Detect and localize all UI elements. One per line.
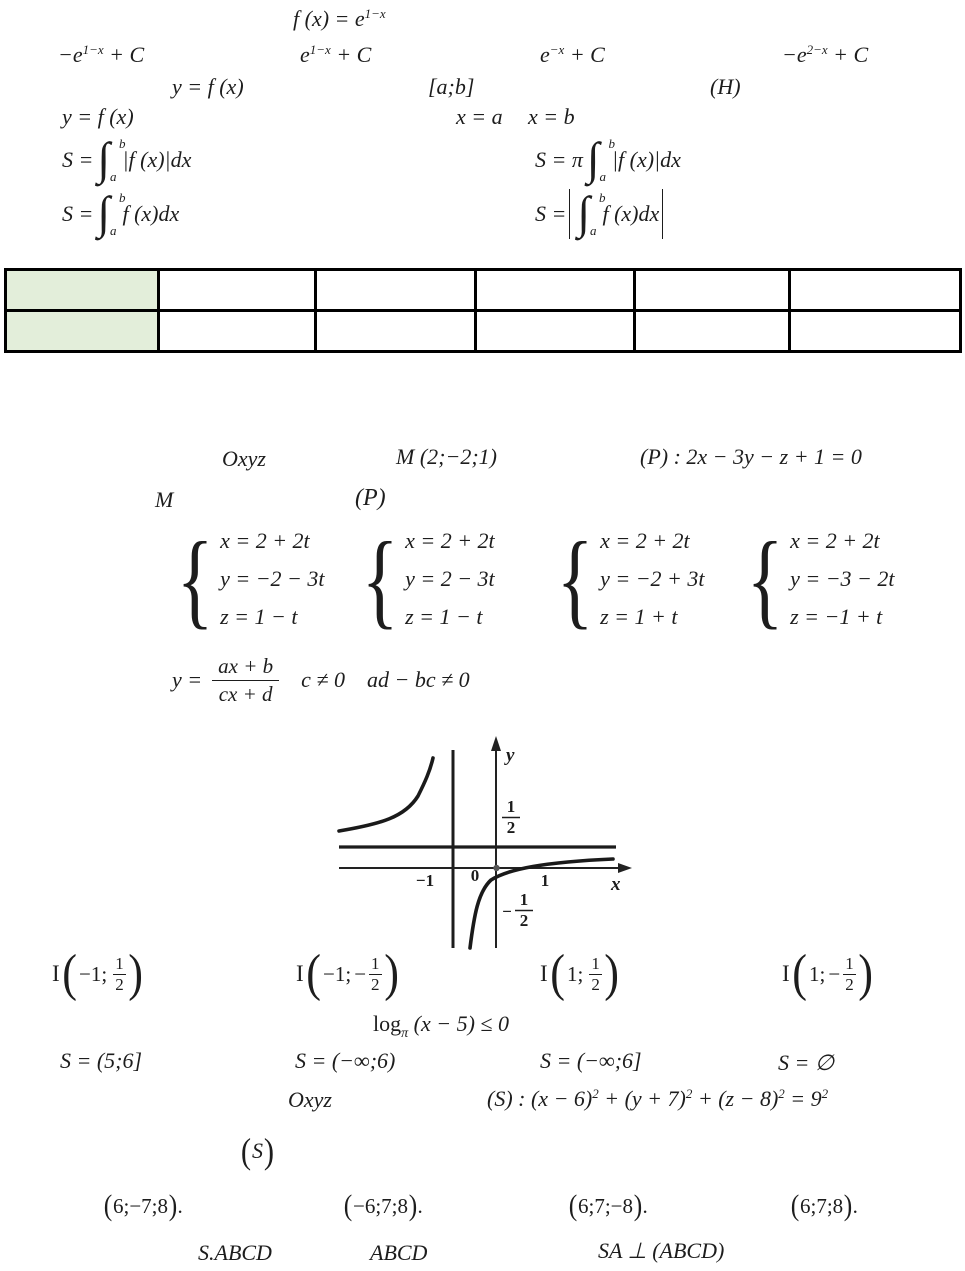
tick-1: 1	[540, 871, 550, 890]
formula-text: e	[300, 42, 310, 67]
cases-brace: {	[176, 518, 214, 639]
equation-line: z = −1 + t	[790, 604, 883, 629]
half-label-num: 1	[506, 797, 516, 816]
equation-line: x = 2 + 2t	[220, 528, 310, 553]
open-paren: (	[103, 1189, 113, 1222]
table-cell-header	[6, 270, 159, 311]
formula-text: S =	[535, 201, 567, 226]
denominator: 2	[115, 974, 124, 994]
formula-text: S =	[62, 201, 94, 226]
cases-lines	[220, 522, 324, 636]
table-cell	[476, 311, 635, 352]
formula-text: |f (x)|dx	[122, 147, 192, 172]
close-paren: )	[263, 1131, 275, 1171]
coordinate-text: −1;	[323, 961, 352, 986]
open-paren: (	[305, 945, 321, 1002]
neg-half-num: 1	[519, 890, 529, 909]
abs-bar	[662, 189, 663, 239]
formula-perpendicular: SA ⊥ (ABCD)	[598, 1238, 725, 1263]
denominator: 2	[845, 974, 854, 994]
lower-bound: a	[599, 169, 606, 184]
condition-ad-bc: ad − bc ≠ 0	[366, 667, 470, 692]
period: .	[853, 1193, 859, 1218]
open-paren: (	[240, 1131, 252, 1171]
close-paren: )	[633, 1189, 643, 1222]
coordinate-pair	[322, 954, 383, 993]
period: .	[418, 1193, 424, 1218]
fraction	[212, 653, 279, 707]
cases-brace: {	[361, 518, 399, 639]
formula-text: + C	[827, 42, 869, 67]
coordinate-text: 6;−7;8	[113, 1193, 169, 1218]
option-label: I	[782, 961, 790, 986]
coordinate-text: 1;	[809, 961, 826, 986]
table-cell-header	[6, 311, 159, 352]
formula-text: S = π	[535, 147, 583, 172]
coordinate-text: 6;7;8	[800, 1193, 844, 1218]
x-axis-label: x	[611, 874, 621, 895]
formula-text: + (y + 7)	[598, 1086, 686, 1111]
open-paren: (	[549, 945, 565, 1002]
formula-text: + C	[103, 42, 145, 67]
coordinate-text: −1;	[79, 961, 108, 986]
equation-line: y = −2 − 3t	[220, 566, 325, 591]
log-function: log	[373, 1011, 402, 1036]
neg-half-den: 2	[519, 911, 529, 930]
coordinate-pair	[78, 954, 127, 993]
option-center-b	[296, 946, 400, 1002]
option-center-a	[52, 946, 144, 1002]
equation-line: y = −2 + 3t	[600, 566, 705, 591]
integral-sign: ∫	[586, 133, 600, 185]
x-axis-arrow	[618, 863, 632, 873]
option-parametric-d	[742, 518, 895, 639]
integral-bounds	[109, 136, 126, 184]
integral-bounds	[599, 136, 615, 184]
formula-text: −e	[782, 42, 807, 67]
coordinate-text: 1;	[567, 961, 584, 986]
formula-pyramid: S.ABCD	[198, 1240, 272, 1265]
option-center-d	[782, 946, 874, 1002]
equation-line: y = 2 − 3t	[405, 566, 495, 591]
coordinate-text: −6;7;8	[353, 1193, 409, 1218]
table-cell	[790, 270, 961, 311]
formula-space-oxyz-2: Oxyz	[288, 1087, 332, 1112]
formula-x-equals-a: x = a	[456, 104, 503, 129]
cases-brace: {	[556, 518, 594, 639]
numerator: 1	[115, 954, 124, 974]
period: .	[643, 1193, 649, 1218]
option-label: I	[296, 961, 304, 986]
superscript: 1−x	[82, 42, 104, 57]
fraction	[589, 954, 602, 993]
option-parametric-b	[357, 518, 495, 639]
table-cell	[476, 270, 635, 311]
table-cell	[316, 270, 476, 311]
option-solution-c: S = (−∞;6]	[540, 1048, 642, 1073]
formula-text: = 9	[784, 1086, 822, 1111]
upper-bound: b	[598, 190, 606, 205]
option-antiderivative-d	[782, 42, 868, 68]
formula-region-h: (H)	[710, 74, 741, 99]
option-center-c	[540, 946, 620, 1002]
option-sphere-center-a	[103, 1188, 183, 1224]
close-paren: )	[408, 1189, 418, 1222]
formula-plane-p: (P) : 2x − 3y − z + 1 = 0	[640, 444, 862, 469]
superscript: 2−x	[806, 42, 828, 57]
formula-curve-2: y = f (x)	[62, 104, 134, 129]
open-paren: (	[61, 945, 77, 1002]
formula-log-inequality	[373, 1011, 509, 1043]
formula-text: y =	[172, 667, 203, 692]
open-paren: (	[791, 945, 807, 1002]
function-graph	[333, 728, 643, 950]
answer-table	[4, 268, 962, 353]
denominator: 2	[591, 974, 600, 994]
table-cell	[790, 311, 961, 352]
condition-c: c ≠ 0	[301, 667, 345, 692]
superscript: 1−x	[364, 6, 386, 21]
table-row	[6, 311, 961, 352]
superscript: 2	[821, 1086, 829, 1101]
option-parametric-a	[172, 518, 325, 639]
formula-plain-integral	[62, 187, 180, 239]
formula-pi-integral	[535, 133, 681, 185]
equation-line: x = 2 + 2t	[405, 528, 495, 553]
coordinate-pair	[566, 954, 603, 993]
superscript: −x	[549, 42, 565, 57]
formula-text: + (z − 8)	[692, 1086, 779, 1111]
half-label-den: 2	[506, 818, 516, 837]
close-paren: )	[857, 945, 873, 1002]
cases-lines	[405, 522, 495, 636]
option-solution-d: S = ∅	[778, 1050, 835, 1075]
formula-text: (S) :	[487, 1086, 531, 1111]
y-axis-arrow	[491, 736, 501, 751]
open-paren: (	[790, 1189, 800, 1222]
close-paren: )	[383, 945, 399, 1002]
formula-curve: y = f (x)	[172, 74, 244, 99]
table-cell	[159, 270, 316, 311]
option-sphere-center-d	[790, 1188, 858, 1224]
superscript: 2	[778, 1086, 785, 1101]
formula-text: −e	[58, 42, 83, 67]
integral-sign: ∫	[577, 187, 590, 239]
superscript: 1−x	[309, 42, 331, 57]
formula-base: ABCD	[370, 1240, 428, 1265]
integral-sign: ∫	[97, 187, 110, 239]
equation-line: z = 1 − t	[405, 604, 483, 629]
log-base: π	[401, 1026, 409, 1041]
formula-sphere-equation	[487, 1086, 828, 1112]
sphere-letter: S	[252, 1138, 263, 1163]
formula-text: f (x) = e	[293, 6, 365, 31]
numerator: 1	[371, 954, 380, 974]
formula-abs-of-integral	[535, 187, 666, 239]
equation-line: y = −3 − 2t	[790, 566, 895, 591]
option-label: I	[540, 961, 548, 986]
formula-rational-function	[172, 650, 470, 710]
fraction	[113, 954, 126, 993]
table-cell	[159, 311, 316, 352]
table-cell	[635, 270, 790, 311]
option-sphere-center-b	[343, 1188, 423, 1224]
table-row	[6, 270, 961, 311]
upper-bound: b	[608, 136, 615, 151]
curve-left-branch	[339, 758, 433, 831]
tick-neg1: −1	[415, 871, 435, 890]
formula-text: + C	[564, 42, 605, 67]
formula-interval: [a;b]	[428, 74, 475, 99]
formula-sphere-ref	[240, 1130, 275, 1172]
lower-bound: a	[109, 169, 117, 184]
formula-text: f (x)dx	[122, 201, 180, 226]
option-antiderivative-b	[300, 42, 371, 68]
close-paren: )	[843, 1189, 853, 1222]
option-parametric-c	[552, 518, 705, 639]
option-label: I	[52, 961, 60, 986]
close-paren: )	[127, 945, 143, 1002]
period: .	[178, 1193, 184, 1218]
formula-x-equals-b: x = b	[528, 104, 575, 129]
formula-text: + C	[330, 42, 372, 67]
cases-lines	[790, 522, 894, 636]
abs-bar	[569, 189, 570, 239]
coordinate-text: 6;7;−8	[578, 1193, 634, 1218]
table-cell	[635, 311, 790, 352]
formula-text: S =	[62, 147, 94, 172]
denominator: cx + d	[218, 681, 273, 706]
integral-bounds	[589, 190, 606, 238]
tick-0: 0	[470, 866, 480, 885]
formula-space-oxyz: Oxyz	[222, 446, 266, 471]
option-solution-a: S = (5;6]	[60, 1048, 143, 1073]
fraction-minus: −	[828, 961, 841, 986]
formula-text: (x − 6)	[530, 1086, 593, 1111]
integral-bounds	[109, 190, 126, 238]
option-antiderivative-a	[58, 42, 144, 68]
superscript: 2	[685, 1086, 693, 1101]
formula-text: f (x)dx	[602, 201, 660, 226]
lower-bound: a	[589, 223, 597, 238]
equation-line: x = 2 + 2t	[790, 528, 880, 553]
fraction-minus: −	[354, 961, 367, 986]
numerator: 1	[591, 954, 600, 974]
formula-area-abs-integral	[62, 133, 192, 185]
lower-bound: a	[109, 223, 117, 238]
formula-p-ref: (P)	[355, 485, 386, 511]
formula-text: e	[540, 42, 550, 67]
formula-point-m: M (2;−2;1)	[396, 444, 497, 469]
formula-fx	[293, 6, 386, 32]
neg-half-minus: −	[502, 902, 512, 921]
cases-lines	[600, 522, 704, 636]
formula-text: |f (x)|dx	[611, 147, 681, 172]
option-sphere-center-c	[568, 1188, 648, 1224]
superscript: 2	[592, 1086, 599, 1101]
fraction	[843, 954, 856, 993]
numerator: 1	[845, 954, 854, 974]
upper-bound: b	[118, 136, 126, 151]
close-paren: )	[604, 945, 619, 1002]
numerator: ax + b	[212, 653, 279, 680]
table-cell	[316, 311, 476, 352]
option-antiderivative-c	[540, 42, 605, 68]
coordinate-pair	[808, 954, 857, 993]
option-solution-b: S = (−∞;6)	[295, 1048, 396, 1073]
origin-point	[493, 865, 499, 871]
fraction	[369, 954, 382, 993]
denominator: 2	[371, 974, 380, 994]
cases-brace: {	[746, 518, 784, 639]
equation-line: x = 2 + 2t	[600, 528, 690, 553]
equation-line: z = 1 − t	[220, 604, 298, 629]
formula-text: (x − 5) ≤ 0	[408, 1011, 509, 1036]
close-paren: )	[168, 1189, 178, 1222]
upper-bound: b	[118, 190, 126, 205]
y-axis-label: y	[506, 745, 515, 766]
formula-m-ref: M	[155, 487, 174, 512]
integral-sign: ∫	[97, 133, 110, 185]
open-paren: (	[568, 1189, 578, 1222]
equation-line: z = 1 + t	[600, 604, 678, 629]
open-paren: (	[343, 1189, 353, 1222]
